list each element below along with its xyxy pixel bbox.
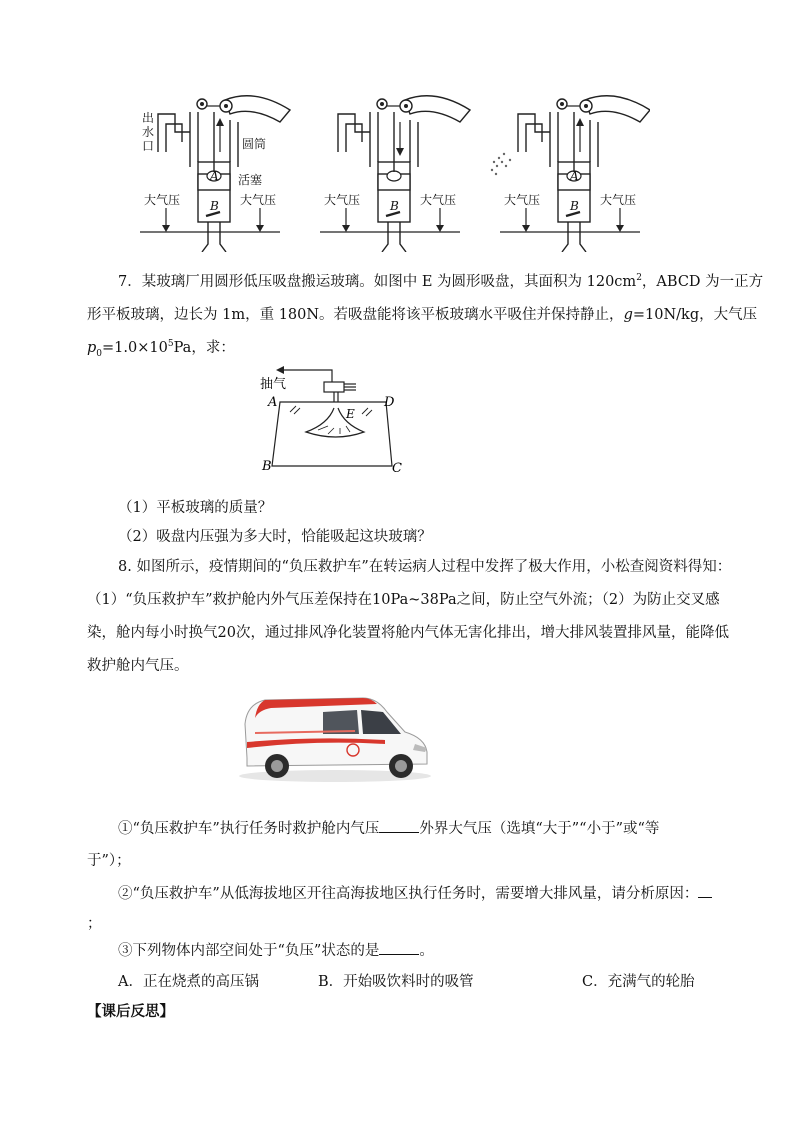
label-suction-e: E: [346, 407, 355, 421]
q7-sub-1: （1）平板玻璃的质量？: [118, 500, 273, 516]
label-valve-b-1: B: [210, 199, 219, 213]
label-atmosphere-right-1: 大气压: [240, 193, 277, 207]
q8-q2-line-2: ；: [87, 916, 102, 932]
q8-q2-blank[interactable]: [698, 883, 712, 898]
label-corner-c: C: [392, 461, 402, 476]
label-cylinder: 圆筒: [242, 137, 267, 151]
label-valve-a-1: A: [210, 169, 219, 183]
pump-panel-2: [320, 96, 470, 252]
label-piston: 活塞: [238, 173, 263, 187]
label-atmosphere-left-2: 大气压: [324, 193, 361, 207]
q8-line-2: （1）“负压救护车”救护舱内外气压差保持在10Pa~38Pa之间，防止空气外流；（2）为防止交叉感: [87, 592, 720, 608]
q7-line-3: $p_0=1.0\times 10^5Pa$，求：: [87, 339, 235, 359]
q8-q2-line-1: ②“负压救护车”从低海拔地区开往高海拔地区执行任务时，需要增大排风量，请分析原因：: [118, 883, 712, 904]
label-atmosphere-right-2: 大气压: [420, 193, 457, 207]
label-corner-d: D: [384, 395, 395, 410]
label-outlet-3: 口: [142, 139, 155, 153]
q8-option-a[interactable]: A．正在烧煮的高压锅: [118, 974, 259, 990]
label-atmosphere-right-3: 大气压: [600, 193, 637, 207]
label-outlet-2: 水: [142, 125, 155, 139]
q7-sub-2: （2）吸盘内压强为多大时，恰能吸起这块玻璃？: [118, 529, 432, 545]
label-atmosphere-left-3: 大气压: [504, 193, 541, 207]
q8-q1-line-2: 于”）；: [87, 853, 131, 869]
q8-line-4: 救护舱内气压。: [87, 658, 189, 674]
pump-figure: [130, 92, 650, 252]
q8-option-b[interactable]: B．开始吸饮料时的吸管: [318, 974, 474, 990]
q8-option-c[interactable]: C．充满气的轮胎: [582, 974, 695, 990]
q7-line-1: 7．某玻璃厂用圆形低压吸盘搬运玻璃。如图中 E 为圆形吸盘，其面积为 $120cm^2$，ABCD 为一正方: [118, 273, 764, 290]
label-corner-b: B: [262, 459, 272, 474]
label-valve-a-3: A: [570, 169, 579, 183]
q8-line-3: 染，舱内每小时换气20次，通过排风净化装置将舱内气体无害化排出，增大排风装置排风量，能降低: [87, 625, 729, 641]
pump-label: 抽气: [260, 377, 287, 392]
pump-panel-1: [140, 96, 290, 252]
suction-cup-figure: [258, 358, 408, 478]
label-atmosphere-left-1: 大气压: [144, 193, 181, 207]
q8-q3-blank[interactable]: [379, 940, 419, 955]
section-reflection-title: 【课后反思】: [87, 1003, 174, 1020]
q8-q3-line: ③下列物体内部空间处于“负压”状态的是 。: [118, 940, 434, 961]
q8-q1-line-1: ①“负压救护车”执行任务时救护舱内气压 外界大气压（选填“大于”“小于”或“等: [118, 818, 659, 839]
label-valve-b-2: B: [390, 199, 399, 213]
label-valve-b-3: B: [570, 199, 579, 213]
q8-line-1: 8. 如图所示，疫情期间的“负压救护车”在转运病人过程中发挥了极大作用，小松查阅资料得知：: [118, 559, 732, 575]
q7-line-2: 形平板玻璃，边长为 1m，重 180N。若吸盘能将该平板玻璃水平吸住并保持静止，g=10N/kg，大气压: [87, 307, 758, 323]
label-outlet-1: 出: [142, 111, 155, 125]
water-spray: [491, 153, 511, 175]
q8-q1-blank[interactable]: [379, 818, 419, 833]
ambulance-image: [235, 690, 435, 786]
label-corner-a: A: [268, 395, 278, 410]
pump-panel-3: [491, 96, 650, 252]
